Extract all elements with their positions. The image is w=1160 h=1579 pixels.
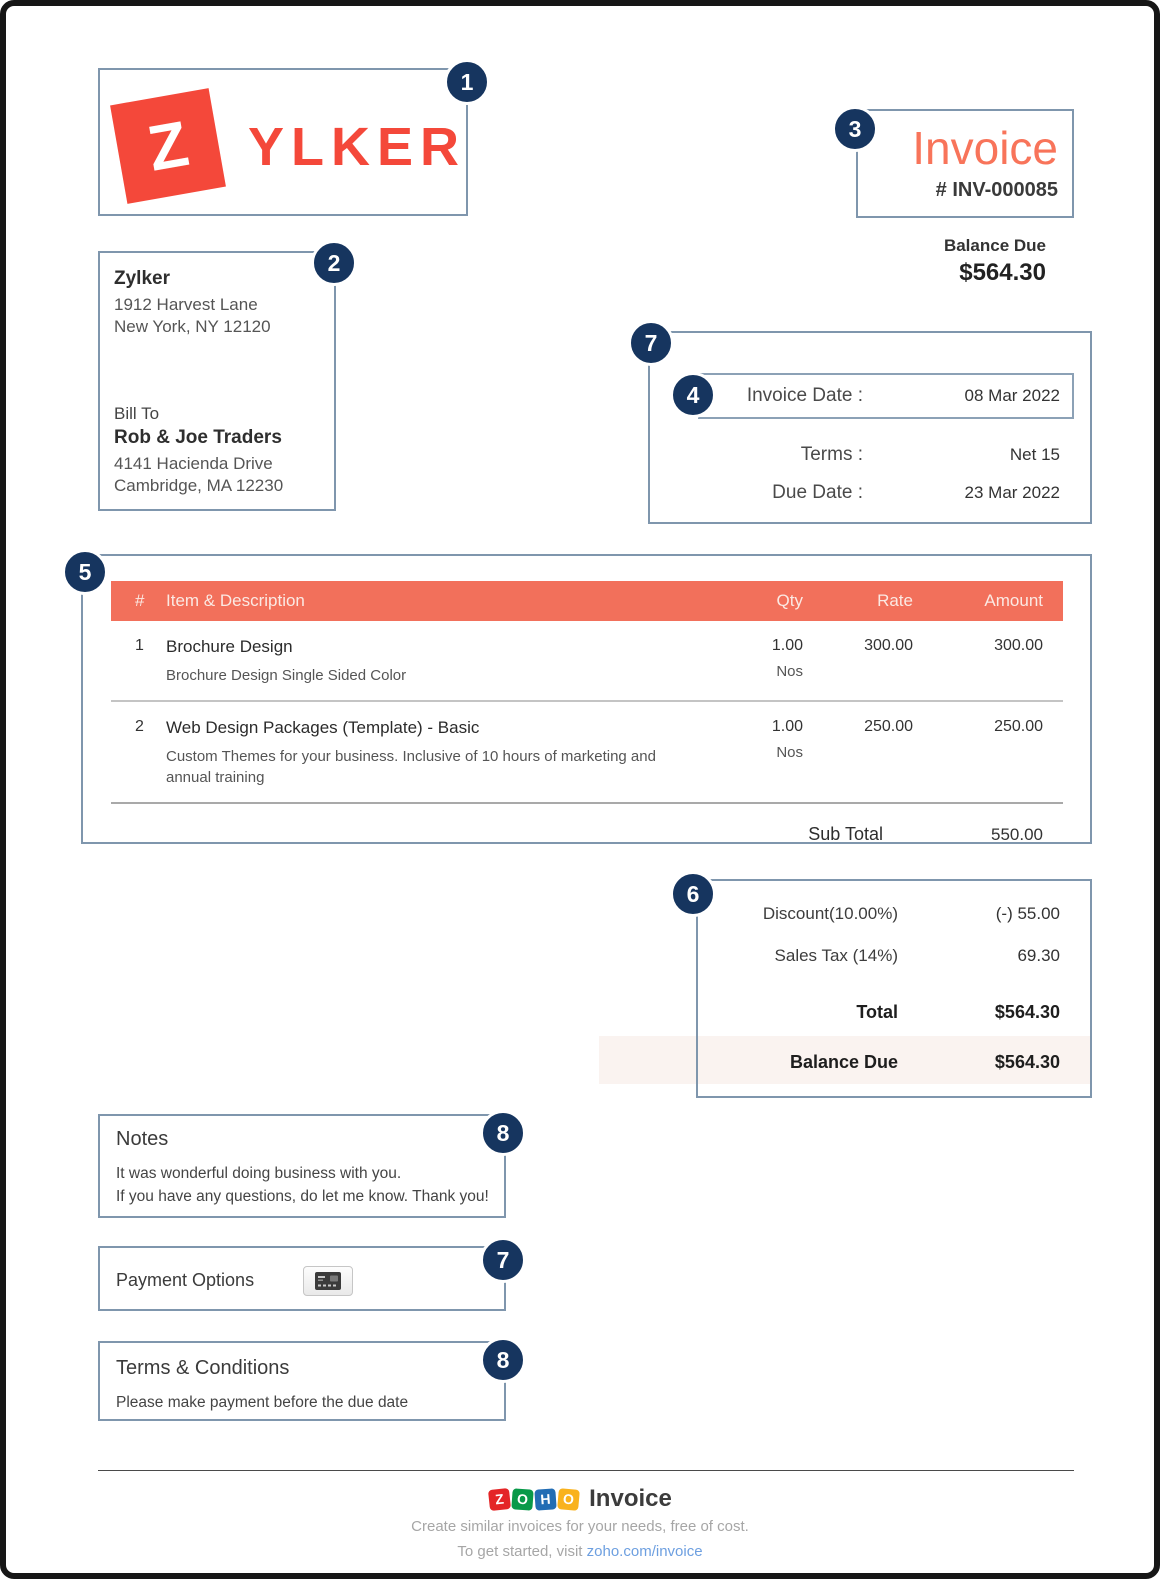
payment-card-button[interactable] <box>303 1266 353 1296</box>
badge-4-invoice-date: 4 <box>670 372 716 418</box>
badge-7-payment: 7 <box>480 1237 526 1283</box>
subtotal-row <box>111 824 1063 845</box>
total-label: Total <box>856 1001 898 1022</box>
bill-to-block <box>114 404 324 497</box>
footer-link[interactable]: zoho.com/invoice <box>586 1543 703 1560</box>
items-table <box>111 581 1063 845</box>
brand-name: Invoice <box>589 1485 672 1512</box>
credit-card-icon <box>315 1272 341 1290</box>
item-2-description: Custom Themes for your business. Inclusive of 10 hours of marketing and annual training <box>166 748 656 786</box>
invoice-title: Invoice <box>912 122 1058 174</box>
badge-2-address: 2 <box>311 240 357 286</box>
subtotal-value: 550.00 <box>991 824 1043 844</box>
item-1-unit: Nos <box>776 663 803 680</box>
seller-address-line2: New York, NY 12120 <box>114 317 271 336</box>
balance-due-row <box>698 1041 1094 1083</box>
item-1-description: Brochure Design Single Sided Color <box>166 667 407 684</box>
footer-cta <box>6 1543 1154 1560</box>
total-value: $564.30 <box>994 1001 1060 1022</box>
invoice-date-label: Invoice Date : <box>746 385 863 406</box>
footer-divider <box>98 1470 1074 1471</box>
badge-8-notes: 8 <box>480 1110 526 1156</box>
bill-to-address-line2: Cambridge, MA 12230 <box>114 476 284 495</box>
seller-name: Zylker <box>114 268 170 289</box>
total-row <box>698 997 1094 1027</box>
terms-text: Please make payment before the due date <box>116 1394 409 1411</box>
bill-to-label: Bill To <box>114 404 160 423</box>
zoho-tile-h-icon: H <box>534 1488 556 1510</box>
terms-label: Terms : <box>800 444 863 465</box>
badge-5-items: 5 <box>62 549 108 595</box>
balance-due-label: Balance Due <box>943 236 1046 255</box>
footer-cta-prefix: To get started, visit <box>457 1543 587 1560</box>
items-table-header <box>111 581 1063 621</box>
balance-due-row-label: Balance Due <box>789 1051 898 1072</box>
zoho-tile-o1-icon: O <box>511 1488 533 1510</box>
zoho-tile-z-icon: Z <box>488 1487 511 1510</box>
item-2-amount: 250.00 <box>994 718 1043 735</box>
badge-3-invoice-title: 3 <box>832 106 878 152</box>
item-1-name: Brochure Design <box>166 637 293 656</box>
item-2-qty: 1.00 <box>771 718 803 735</box>
item-1-amount: 300.00 <box>994 637 1043 654</box>
table-row <box>111 621 1063 702</box>
discount-value: (-) 55.00 <box>995 904 1060 923</box>
subtotal-label: Sub Total <box>808 824 883 844</box>
header-item-description: Item & Description <box>166 591 305 610</box>
invoice-title-annotation-box <box>856 109 1074 218</box>
logo-z-letter: Z <box>142 107 194 185</box>
item-2-name: Web Design Packages (Template) - Basic <box>166 718 480 737</box>
notes-line1: It was wonderful doing business with you. <box>116 1165 402 1182</box>
terms-value: Net 15 <box>1009 445 1060 464</box>
terms-title: Terms & Conditions <box>116 1357 290 1379</box>
item-1-num: 1 <box>135 637 144 654</box>
header-amount: Amount <box>984 591 1043 610</box>
payment-options-label: Payment Options <box>116 1270 255 1290</box>
logo-annotation-box <box>98 68 468 216</box>
badge-8-terms: 8 <box>480 1337 526 1383</box>
item-2-unit: Nos <box>776 744 803 761</box>
zoho-invoice-logo <box>6 1485 1154 1513</box>
balance-due-summary <box>944 236 1046 287</box>
terms-row <box>650 440 1060 470</box>
due-date-value: 23 Mar 2022 <box>964 483 1060 502</box>
item-1-rate: 300.00 <box>864 637 913 654</box>
footer-tagline: Create similar invoices for your needs, free of cost. <box>411 1518 749 1535</box>
balance-due-row-value: $564.30 <box>994 1051 1060 1072</box>
seller-and-billto-block <box>114 268 324 497</box>
totals-annotation-box <box>696 879 1092 1098</box>
bill-to-name: Rob & Joe Traders <box>114 427 282 448</box>
notes-body <box>116 1162 496 1208</box>
items-annotation-box <box>81 554 1092 844</box>
due-date-row <box>650 478 1060 508</box>
zoho-tile-o2-icon: O <box>557 1488 580 1511</box>
due-date-label: Due Date : <box>772 482 863 503</box>
sales-tax-label: Sales Tax (14%) <box>774 946 898 965</box>
payment-annotation-box <box>98 1246 506 1311</box>
discount-row <box>698 899 1094 929</box>
item-1-qty: 1.00 <box>771 637 803 654</box>
table-row <box>111 702 1063 804</box>
badge-6-totals: 6 <box>670 871 716 917</box>
bill-to-address-line1: 4141 Hacienda Drive <box>114 454 273 473</box>
discount-label: Discount(10.00%) <box>762 904 898 923</box>
header-num: # <box>135 591 145 610</box>
sales-tax-value: 69.30 <box>1017 946 1060 965</box>
item-2-num: 2 <box>135 718 144 735</box>
invoice-date-value: 08 Mar 2022 <box>964 386 1060 405</box>
notes-title: Notes <box>116 1128 169 1150</box>
badge-7-details: 7 <box>628 320 674 366</box>
invoice-number: # INV-000085 <box>935 179 1058 201</box>
notes-annotation-box <box>98 1114 506 1218</box>
header-rate: Rate <box>877 591 913 610</box>
seller-address-line1: 1912 Harvest Lane <box>114 295 258 314</box>
terms-annotation-box <box>98 1341 506 1421</box>
sales-tax-row <box>698 939 1094 973</box>
badge-1-logo: 1 <box>444 59 490 105</box>
logo-wordmark: YLKER <box>248 117 467 177</box>
notes-line2: If you have any questions, do let me know. Thank you! <box>116 1188 489 1205</box>
zylker-logo-icon <box>110 88 226 204</box>
header-qty: Qty <box>776 591 803 610</box>
details-annotation-box <box>648 331 1092 524</box>
item-2-rate: 250.00 <box>864 718 913 735</box>
balance-due-value: $564.30 <box>959 259 1046 286</box>
